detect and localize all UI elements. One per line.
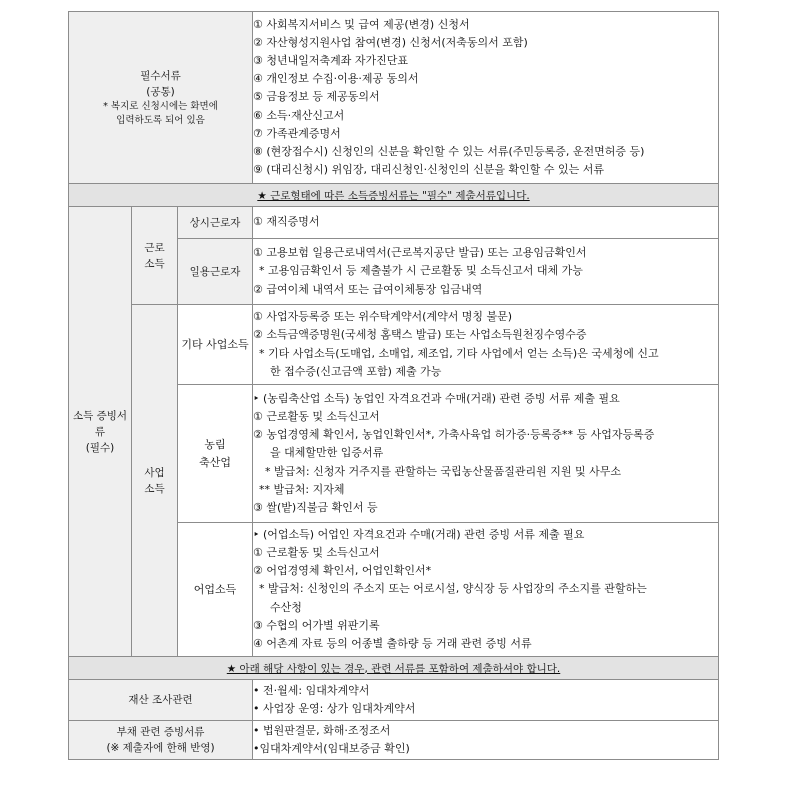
list-item: ‣ (어업소득) 어업인 자격요건과 수매(거래) 관련 증빙 서류 제출 필요 [253,527,585,541]
list-item: ② 급여이체 내역서 또는 급여이체통장 입금내역 [253,282,483,296]
list-item: * 발급처: 신청자 거주지를 관할하는 국립농산물품질관리원 지원 및 사무소 [265,464,621,478]
labor-income-label: 근로 소득 [132,207,178,305]
list-item: ① 재직증명서 [253,215,320,229]
notice-optional-docs: ★ 아래 해당 사항이 있는 경우, 관련 서류를 포함하여 제출하셔야 합니다. [69,657,719,680]
list-item: * 기타 사업소득(도매업, 소매업, 제조업, 기타 사업에서 얻는 소득)은 국세청에 신고 [259,346,659,360]
other-business-docs [253,305,719,385]
list-item: ③ 청년내일저축계좌 자가진단표 [253,53,409,67]
required-docs-note-2: 입력하도록 되어 있음 [116,114,205,126]
list-item: 을 대체할만한 입증서류 [270,446,384,460]
list-item: ② 어업경영체 확인서, 어업인확인서* [253,564,432,578]
property-docs [253,680,719,721]
list-item: ① 근로활동 및 소득신고서 [253,545,380,559]
income-proof-header: 소득 증빙서 류 (필수) [69,207,132,657]
regular-worker-label: 상시근로자 [178,207,253,239]
list-item: 수산청 [270,600,302,614]
list-item: 한 접수증(신고금액 포함) 제출 가능 [270,364,442,378]
list-item: ② 농업경영체 확인서, 농업인확인서*, 가축사육업 허가증·등록증** 등 사업자등록증 [253,428,655,442]
property-label: 재산 조사관련 [69,680,253,721]
list-item: • 전·월세: 임대차계약서 [253,683,370,697]
other-business-label: 기타 사업소득 [178,305,253,385]
required-docs-note-1: * 복지로 신청시에는 화면에 [103,100,218,112]
list-item: ⑤ 금융정보 등 제공동의서 [253,90,380,104]
list-item: * 발급처: 신청인의 주소지 또는 어로시설, 양식장 등 사업장의 주소지를 관할하는 [259,582,647,596]
list-item: • 사업장 운영: 상가 임대차계약서 [253,702,416,715]
list-item: ② 자산형성지원사업 참여(변경) 신청서(저축동의서 포함) [253,35,528,49]
required-docs-list [253,12,719,184]
list-item: • 법원판결문, 화해·조정조서 [253,723,391,737]
required-documents-table [68,11,719,760]
daily-worker-docs [253,239,719,305]
row-property [69,680,719,721]
list-item: ⑥ 소득·재산신고서 [253,108,345,122]
notice-row-optional [69,657,719,680]
row-debt [69,721,719,760]
fishery-docs [253,523,719,657]
daily-worker-label: 일용근로자 [178,239,253,305]
debt-label: 부채 관련 증빙서류 (※ 제출자에 한해 반영) [69,721,253,760]
list-item: ⑨ (대리신청시) 위임장, 대리신청인·신청인의 신분을 확인할 수 있는 서류 [253,163,604,177]
farm-label: 농림 축산업 [178,385,253,523]
list-item: ** 발급처: 지자체 [259,482,345,496]
list-item: ③ 쌀(밭)직불금 확인서 등 [253,501,378,514]
list-item: ① 사업자등록증 또는 위수탁계약서(계약서 명칭 불문) [253,310,513,324]
row-other-business [69,305,719,385]
required-docs-title: 필수서류 [140,69,181,82]
regular-worker-docs [253,207,719,239]
required-docs-subtitle: (공통) [146,85,175,98]
farm-docs [253,385,719,523]
list-item: * 고용임금확인서 등 제출불가 시 근로활동 및 소득신고서 대체 가능 [259,264,583,278]
required-docs-row [69,12,719,184]
list-item: ① 고용보험 일용근로내역서(근로복지공단 발급) 또는 고용임금확인서 [253,246,587,260]
debt-docs [253,721,719,760]
list-item: ① 사회복지서비스 및 급여 제공(변경) 신청서 [253,17,470,31]
notice-row-income [69,184,719,207]
fishery-label: 어업소득 [178,523,253,657]
list-item: ① 근로활동 및 소득신고서 [253,409,380,423]
list-item: •임대차계약서(임대보증금 확인) [253,742,410,755]
list-item: ④ 어촌계 자료 등의 어종별 출하량 등 거래 관련 증빙 서류 [253,637,532,650]
business-income-label: 사업 소득 [132,305,178,657]
row-regular-worker [69,207,719,239]
notice-income-required: ★ 근로형태에 따른 소득증빙서류는 "필수" 제출서류입니다. [69,184,719,207]
list-item: ④ 개인정보 수집·이용·제공 동의서 [253,72,419,86]
list-item: ⑦ 가족관계증명서 [253,126,341,140]
list-item: ② 소득금액증명원(국세청 홈택스 발급) 또는 사업소득원천징수영수증 [253,328,587,342]
required-docs-header [69,12,253,184]
list-item: ‣ (농림축산업 소득) 농업인 자격요건과 수매(거래) 관련 증빙 서류 제출 필요 [253,391,620,405]
list-item: ⑧ (현장접수시) 신청인의 신분을 확인할 수 있는 서류(주민등록증, 운전면허증 등) [253,145,645,158]
list-item: ③ 수협의 어가별 위판기록 [253,618,380,632]
